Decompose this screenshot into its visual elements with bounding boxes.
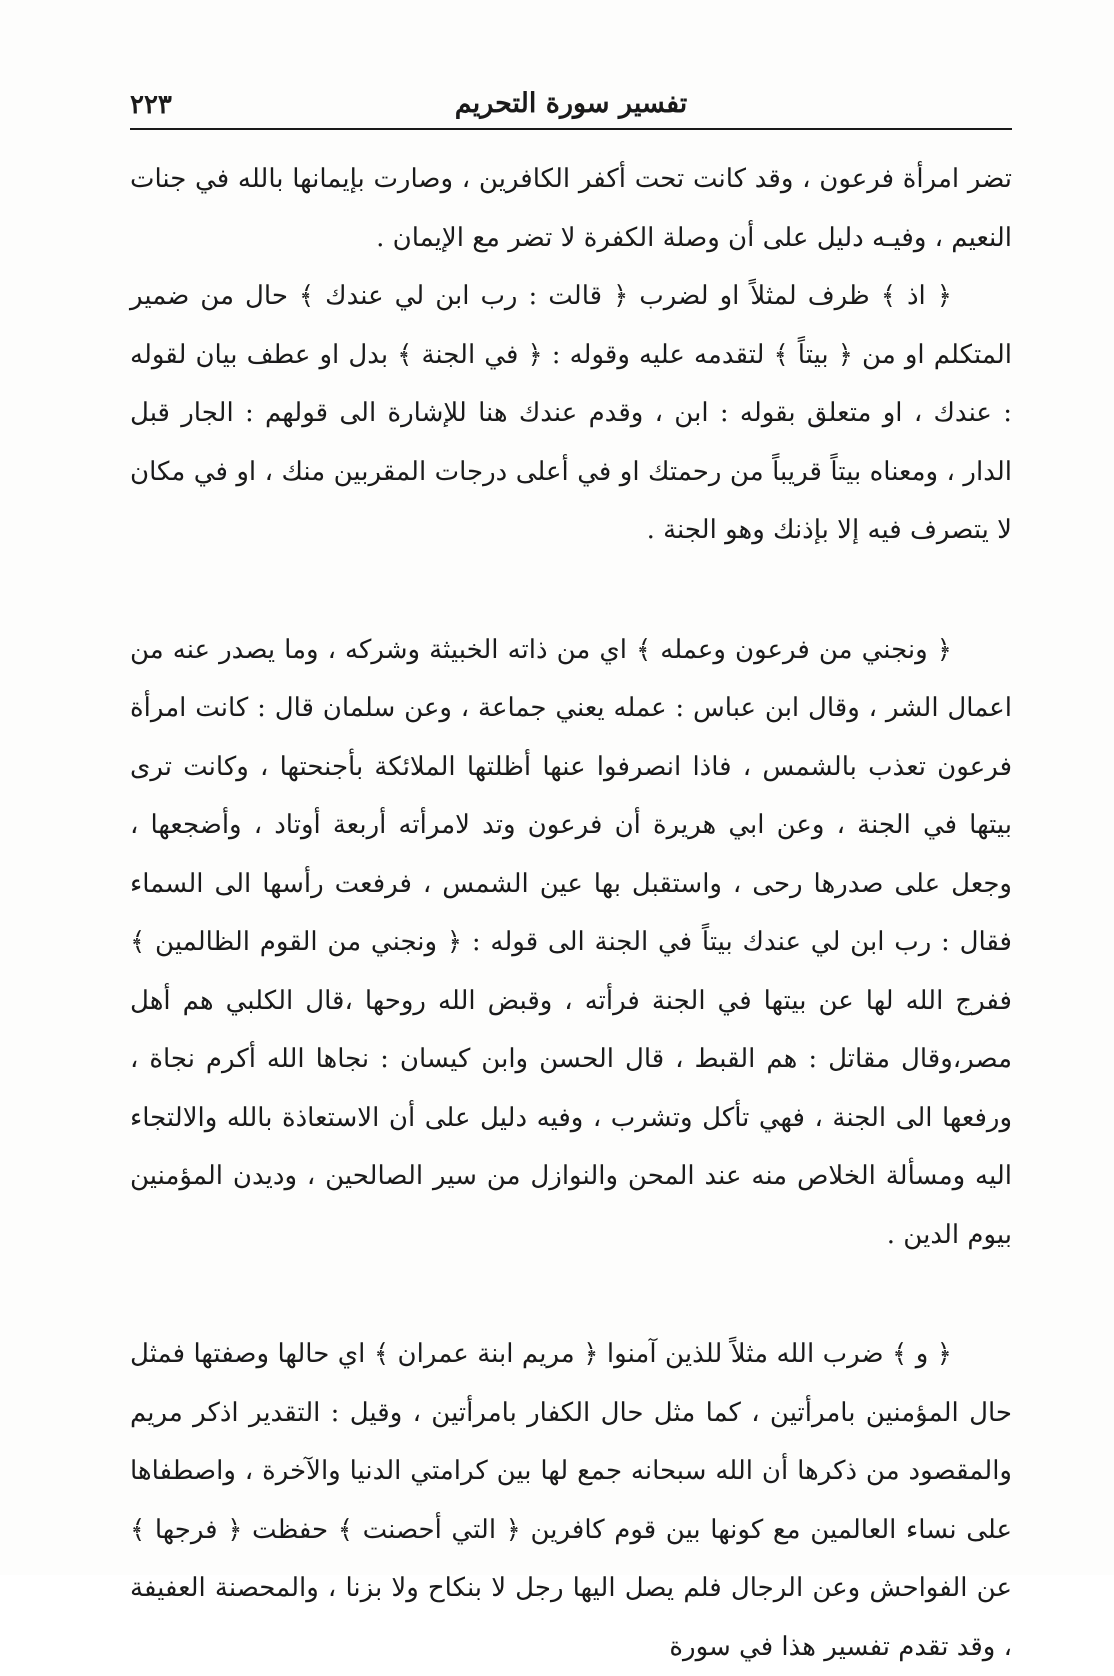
page-header [130, 86, 1012, 130]
header-rule [130, 128, 1012, 130]
paragraph-4 [130, 1325, 1012, 1676]
running-title: تفسير سورة التحريم [454, 88, 688, 119]
page-number: ٢٢٣ [130, 90, 172, 120]
body-text [130, 150, 1012, 1676]
paragraph-1: تضر امرأة فرعون ، وقد كانت تحت أكفر الكافرين ، وصارت بإيمانها بالله في جنات النعيم ، وفيـه دليل على أن وصلة الكفرة لا تضر مع الإيمان . [130, 164, 1012, 253]
paragraph-2 [130, 267, 1012, 560]
paragraph-3-text: ﴿ ونجني من فرعون وعمله ﴾ اي من ذاته الخبيثة وشركه ، وما يصدر عنه من اعمال الشر ، وقال ابن عباس : عمله يعني جماعة ، وعن سلمان قال : كانت امرأة فرعون تعذب بالشمس ، فاذا انصرفوا عنها أظلتها الملائكة بأجنحتها ، وكانت ترى بيتها في الجنة ، وعن ابي هريرة أن فرعون وتد لامرأته أربعة أوتاد ، وأضجعها ، وجعل على صدرها رحى ، واستقبل بها عين الشمس ، فرفعت رأسها الى السماء فقال : رب ابن لي عندك بيتاً في الجنة الى قوله : ﴿ ونجني من القوم الظالمين ﴾ ففرج الله لها عن بيتها في الجنة فرأته ، وقبض الله روحها ،قال الكلبي هم أهل مصر،وقال مقاتل : هم القبط ، قال الحسن وابن كيسان : نجاها الله أكرم نجاة ، ورفعها الى الجنة ، فهي تأكل وتشرب ، وفيه دليل على أن الاستعاذة بالله والالتجاء اليه ومسألة الخلاص منه عند المحن والنوازل من سير الصالحين ، وديدن المؤمنين بيوم الدين . [130, 634, 1012, 1250]
paragraph-2-text: ﴿ اذ ﴾ ظرف لمثلاً او لضرب ﴿ قالت : رب ابن لي عندك ﴾ حال من ضمير المتكلم او من ﴿ بيتاً ﴾ لتقدمه عليه وقوله : ﴿ في الجنة ﴾ بدل او عطف بيان لقوله : عندك ، او متعلق بقوله : ابن ، وقدم عندك هنا للإشارة الى قولهم : الجار قبل الدار ، ومعناه بيتاً قريباً من رحمتك او في أعلى درجات المقربين منك ، او في مكان لا يتصرف فيه إلا بإذنك وهو الجنة . [130, 281, 1012, 545]
paragraph-3 [130, 621, 1012, 1265]
paragraph-4-text: ﴿ و ﴾ ضرب الله مثلاً للذين آمنوا ﴿ مريم ابنة عمران ﴾ اي حالها وصفتها فمثل حال المؤمنين بامرأتين ، كما مثل حال الكفار بامرأتين ، وقيل : التقدير اذكر مريم والمقصود من ذكرها أن الله سبحانه جمع لها بين كرامتي الدنيا والآخرة ، واصطفاها على نساء العالمين مع كونها بين قوم كافرين ﴿ التي أحصنت ﴾ حفظت ﴿ فرجها ﴾ عن الفواحش وعن الرجال فلم يصل اليها رجل لا بنكاح ولا بزنا ، والمحصنة العفيفة ، وقد تقدم تفسير هذا في سورة [130, 1339, 1012, 1662]
